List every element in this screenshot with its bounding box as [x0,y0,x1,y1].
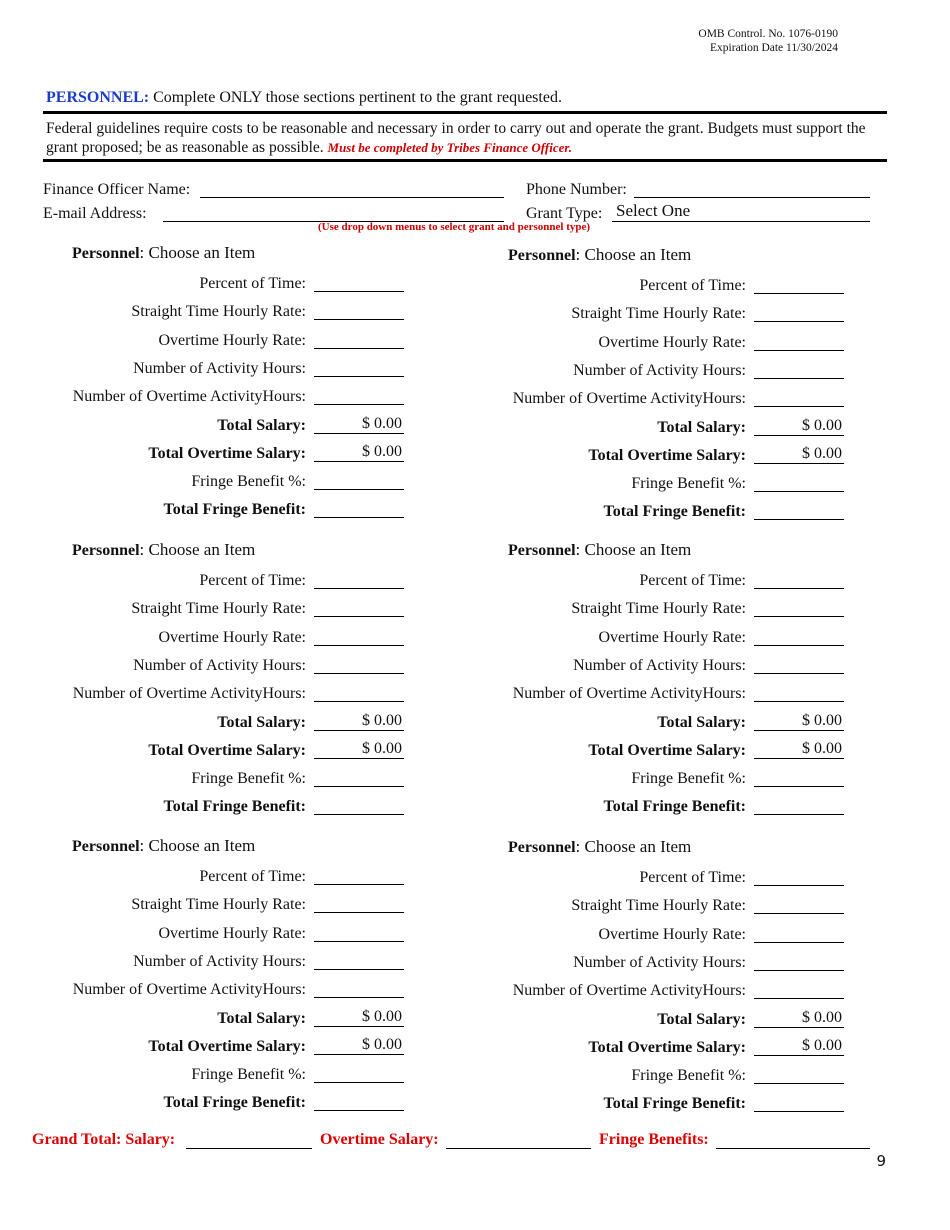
total-fringe-field[interactable] [754,501,844,520]
overtime-activity-hours-label: Number of Overtime ActivityHours: [72,685,306,703]
overtime-rate-label: Overtime Hourly Rate: [158,628,306,646]
total-salary-field[interactable]: $ 0.00 [314,415,404,434]
straight-rate-field[interactable] [754,895,844,914]
total-salary-label: Total Salary: [217,713,306,731]
overtime-rate-label: Overtime Hourly Rate: [158,331,306,349]
overtime-rate-field[interactable] [314,330,404,349]
overtime-rate-field[interactable] [754,924,844,943]
fringe-pct-label: Fringe Benefit %: [631,1067,746,1085]
total-fringe-field[interactable] [314,796,404,815]
activity-hours-field[interactable] [754,952,844,971]
total-salary-field[interactable]: $ 0.00 [754,1009,844,1028]
total-salary-label: Total Salary: [217,1009,306,1027]
guidelines [46,119,881,157]
straight-rate-field[interactable] [314,598,404,617]
total-salary-field[interactable]: $ 0.00 [314,1008,404,1027]
overtime-activity-hours-field[interactable] [314,979,404,998]
total-overtime-salary-field[interactable]: $ 0.00 [754,740,844,759]
percent-time-label: Percent of Time: [199,572,306,589]
overtime-rate-label: Overtime Hourly Rate: [598,333,746,351]
personnel-heading [46,89,562,107]
activity-hours-label: Number of Activity Hours: [133,656,306,674]
fringe-pct-label: Fringe Benefit %: [191,1066,306,1084]
grant-type-underline [612,221,870,222]
total-fringe-label: Total Fringe Benefit: [603,503,746,521]
percent-time-field[interactable] [754,275,844,294]
personnel-type-select[interactable]: Choose an Item [584,837,692,856]
total-overtime-salary-field[interactable]: $ 0.00 [754,445,844,464]
guidelines-text: Federal guidelines require costs to be reasonable and necessary in order to carry out and operate the grant. Budgets must support the grant proposed; be as reasonable as possible. [46,120,866,156]
grand-total-fringe-field[interactable] [716,1148,870,1149]
personnel-label: Personnel [72,245,140,262]
total-fringe-label: Total Fringe Benefit: [603,798,746,816]
fringe-pct-field[interactable] [314,1064,404,1083]
total-overtime-salary-label: Total Overtime Salary: [148,741,306,759]
fringe-pct-field[interactable] [754,768,844,787]
grand-total-salary-field[interactable] [186,1148,312,1149]
activity-hours-label: Number of Activity Hours: [133,952,306,970]
omb-info [698,27,838,55]
straight-rate-field[interactable] [754,303,844,322]
total-overtime-salary-field[interactable]: $ 0.00 [314,1036,404,1055]
overtime-activity-hours-field[interactable] [754,683,844,702]
percent-time-field[interactable] [314,273,404,292]
personnel-section-title: Personnel: Choose an Item [72,243,256,262]
overtime-activity-hours-label: Number of Overtime ActivityHours: [72,388,306,406]
overtime-activity-hours-field[interactable] [754,980,844,999]
total-fringe-label: Total Fringe Benefit: [603,1095,746,1113]
personnel-label: Personnel [508,839,576,856]
straight-rate-field[interactable] [314,894,404,913]
personnel-type-select[interactable]: Choose an Item [148,836,256,855]
total-overtime-salary-field[interactable]: $ 0.00 [314,740,404,759]
overtime-activity-hours-field[interactable] [754,388,844,407]
percent-time-field[interactable] [754,570,844,589]
overtime-activity-hours-label: Number of Overtime ActivityHours: [512,685,746,703]
personnel-heading-label: PERSONNEL: [46,89,150,106]
fringe-pct-label: Fringe Benefit %: [631,770,746,788]
activity-hours-field[interactable] [314,951,404,970]
personnel-section-title: Personnel: Choose an Item [72,540,256,559]
phone-number-field[interactable] [634,197,870,198]
overtime-rate-label: Overtime Hourly Rate: [598,628,746,646]
total-salary-field[interactable]: $ 0.00 [314,712,404,731]
grand-total-overtime-field[interactable] [446,1148,591,1149]
grand-total-overtime-label: Overtime Salary: [320,1131,439,1148]
overtime-rate-label: Overtime Hourly Rate: [598,925,746,943]
overtime-rate-field[interactable] [314,627,404,646]
expiration-date: Expiration Date 11/30/2024 [710,42,838,54]
overtime-activity-hours-field[interactable] [314,386,404,405]
finance-officer-name-label: Finance Officer Name: [43,181,191,198]
fringe-pct-field[interactable] [314,768,404,787]
straight-rate-label: Straight Time Hourly Rate: [131,303,306,321]
must-complete-note: Must be completed by Tribes Finance Officer. [327,140,572,155]
total-fringe-field[interactable] [314,499,404,518]
percent-time-label: Percent of Time: [639,277,746,294]
page-number: 9 [876,1152,886,1170]
fringe-pct-label: Fringe Benefit %: [191,473,306,491]
fringe-pct-label: Fringe Benefit %: [191,770,306,788]
personnel-type-select[interactable]: Choose an Item [584,540,692,559]
fringe-pct-field[interactable] [754,1065,844,1084]
percent-time-label: Percent of Time: [199,868,306,885]
total-salary-label: Total Salary: [657,713,746,731]
percent-time-field[interactable] [314,866,404,885]
percent-time-field[interactable] [314,570,404,589]
total-overtime-salary-label: Total Overtime Salary: [588,446,746,464]
straight-rate-label: Straight Time Hourly Rate: [571,600,746,618]
total-salary-label: Total Salary: [657,418,746,436]
personnel-label: Personnel [72,542,140,559]
dropdown-hint: (Use drop down menus to select grant and personnel type) [318,221,591,233]
overtime-rate-field[interactable] [314,923,404,942]
personnel-label: Personnel [508,247,576,264]
straight-rate-field[interactable] [754,598,844,617]
personnel-type-select[interactable]: Choose an Item [584,245,692,264]
activity-hours-label: Number of Activity Hours: [573,656,746,674]
personnel-type-select[interactable]: Choose an Item [148,243,256,262]
straight-rate-label: Straight Time Hourly Rate: [571,305,746,323]
activity-hours-field[interactable] [314,358,404,377]
personnel-section-title: Personnel: Choose an Item [72,836,256,855]
finance-officer-name-field[interactable] [200,197,504,198]
percent-time-label: Percent of Time: [199,275,306,292]
straight-rate-label: Straight Time Hourly Rate: [571,897,746,915]
activity-hours-field[interactable] [754,360,844,379]
total-fringe-label: Total Fringe Benefit: [163,1094,306,1112]
straight-rate-label: Straight Time Hourly Rate: [131,600,306,618]
activity-hours-label: Number of Activity Hours: [573,361,746,379]
total-overtime-salary-label: Total Overtime Salary: [588,1038,746,1056]
total-overtime-salary-field[interactable]: $ 0.00 [754,1037,844,1056]
personnel-heading-text: Complete ONLY those sections pertinent to the grant requested. [153,89,562,106]
activity-hours-field[interactable] [314,655,404,674]
email-address-label: E-mail Address: [43,205,147,222]
overtime-rate-field[interactable] [754,627,844,646]
total-overtime-salary-label: Total Overtime Salary: [588,741,746,759]
personnel-label: Personnel [72,838,140,855]
total-fringe-field[interactable] [754,796,844,815]
total-overtime-salary-field[interactable]: $ 0.00 [314,443,404,462]
activity-hours-label: Number of Activity Hours: [133,359,306,377]
grand-total-fringe-label: Fringe Benefits: [599,1131,709,1148]
total-overtime-salary-label: Total Overtime Salary: [148,444,306,462]
percent-time-label: Percent of Time: [639,572,746,589]
total-salary-label: Total Salary: [657,1010,746,1028]
total-fringe-label: Total Fringe Benefit: [163,798,306,816]
fringe-pct-field[interactable] [754,473,844,492]
phone-number-label: Phone Number: [526,181,627,198]
overtime-rate-label: Overtime Hourly Rate: [158,924,306,942]
grant-type-select[interactable]: Select One [616,201,691,220]
personnel-section-title: Personnel: Choose an Item [508,245,692,264]
omb-control: OMB Control. No. 1076-0190 [698,28,838,40]
overtime-activity-hours-label: Number of Overtime ActivityHours: [72,981,306,999]
bottom-rule [43,159,887,162]
personnel-label: Personnel [508,542,576,559]
personnel-section-title: Personnel: Choose an Item [508,540,692,559]
overtime-activity-hours-label: Number of Overtime ActivityHours: [512,982,746,1000]
overtime-activity-hours-field[interactable] [314,683,404,702]
total-salary-field[interactable]: $ 0.00 [754,417,844,436]
total-salary-field[interactable]: $ 0.00 [754,712,844,731]
activity-hours-label: Number of Activity Hours: [573,953,746,971]
percent-time-label: Percent of Time: [639,869,746,886]
percent-time-field[interactable] [754,867,844,886]
overtime-activity-hours-label: Number of Overtime ActivityHours: [512,390,746,408]
grand-total-salary-label: Grand Total: Salary: [32,1131,176,1148]
total-fringe-label: Total Fringe Benefit: [163,501,306,519]
straight-rate-field[interactable] [314,301,404,320]
grant-type-label: Grant Type: [526,205,603,222]
personnel-type-select[interactable]: Choose an Item [148,540,256,559]
personnel-section-title: Personnel: Choose an Item [508,837,692,856]
total-overtime-salary-label: Total Overtime Salary: [148,1037,306,1055]
fringe-pct-label: Fringe Benefit %: [631,475,746,493]
total-fringe-field[interactable] [754,1093,844,1112]
activity-hours-field[interactable] [754,655,844,674]
top-rule [43,111,887,114]
total-salary-label: Total Salary: [217,416,306,434]
total-fringe-field[interactable] [314,1092,404,1111]
fringe-pct-field[interactable] [314,471,404,490]
overtime-rate-field[interactable] [754,332,844,351]
straight-rate-label: Straight Time Hourly Rate: [131,896,306,914]
